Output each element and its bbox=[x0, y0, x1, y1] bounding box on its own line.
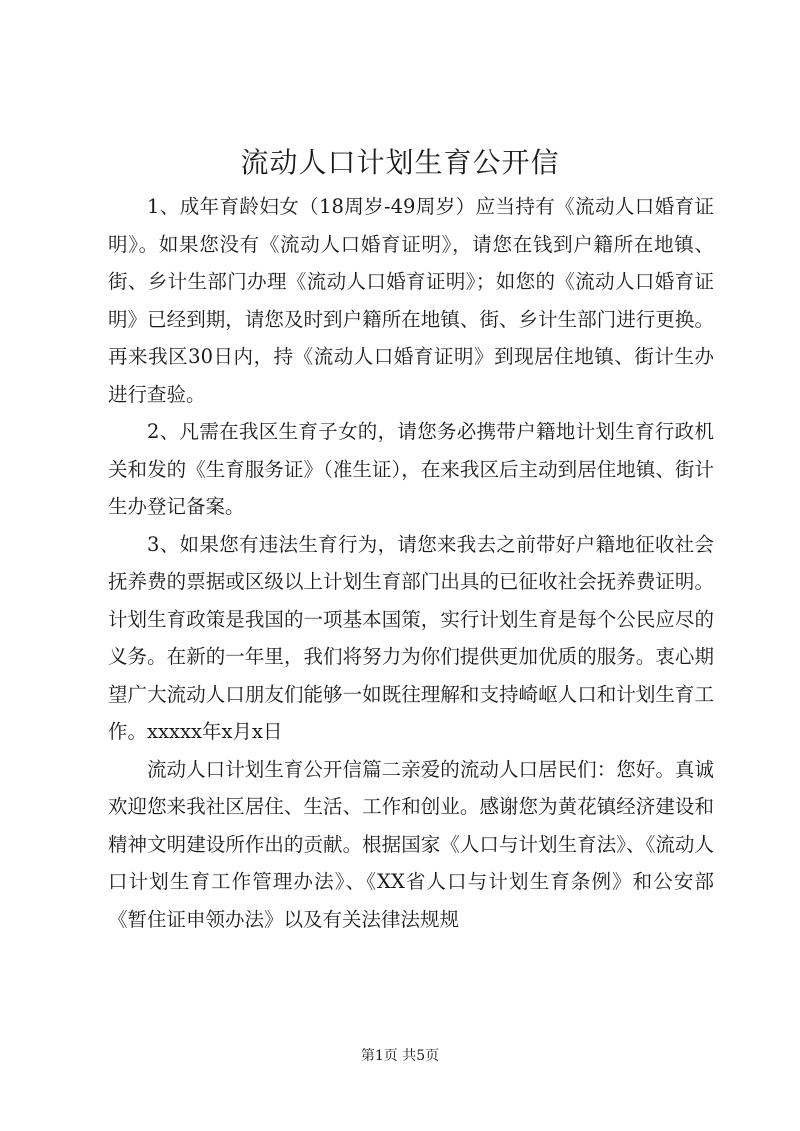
page-footer: 第1页 共5页 bbox=[360, 1048, 440, 1064]
paragraph-1: 1、成年育龄妇女（18周岁-49周岁）应当持有《流动人口婚育证明》。如果您没有《流动人口婚育证明》，请您在钱到户籍所在地镇、街、乡计生部门办理《流动人口婚育证明》；如您的《流动人口婚育证明》已经到期，请您及时到户籍所在地镇、街、乡计生部门进行更换。再来我区30日内，持《流动人口婚育证明》到现居住地镇、街计生办进行查验。 bbox=[108, 195, 714, 406]
paragraph-3: 3、如果您有违法生育行为，请您来我去之前带好户籍地征收社会抚养费的票据或区级以上计划生育部门出具的已征收社会抚养费证明。计划生育政策是我国的一项基本国策，实行计划生育是每个公民应尽的义务。在新的一年里，我们将努力为你们提供更加优质的服务。衷心期望广大流动人口朋友们能够一如既往理解和支持崎岖人口和计划生育工作。xxxxx年x月x日 bbox=[108, 532, 714, 743]
document-title: 流动人口计划生育公开信 bbox=[240, 146, 560, 179]
document-body bbox=[108, 188, 714, 938]
paragraph-2: 2、凡需在我区生育子女的，请您务必携带户籍地计划生育行政机关和发的《生育服务证》（准生证），在来我区后主动到居住地镇、街计生办登记备案。 bbox=[108, 420, 714, 518]
paragraph-4: 流动人口计划生育公开信篇二亲爱的流动人口居民们：您好。真诚欢迎您来我社区居住、生活、工作和创业。感谢您为黄花镇经济建设和精神文明建设所作出的贡献。根据国家《人口与计划生育法》、《流动人口计划生育工作管理办法》、《XX省人口与计划生育条例》和公安部《暂住证申领办法》以及有关法律法规规 bbox=[108, 757, 714, 931]
